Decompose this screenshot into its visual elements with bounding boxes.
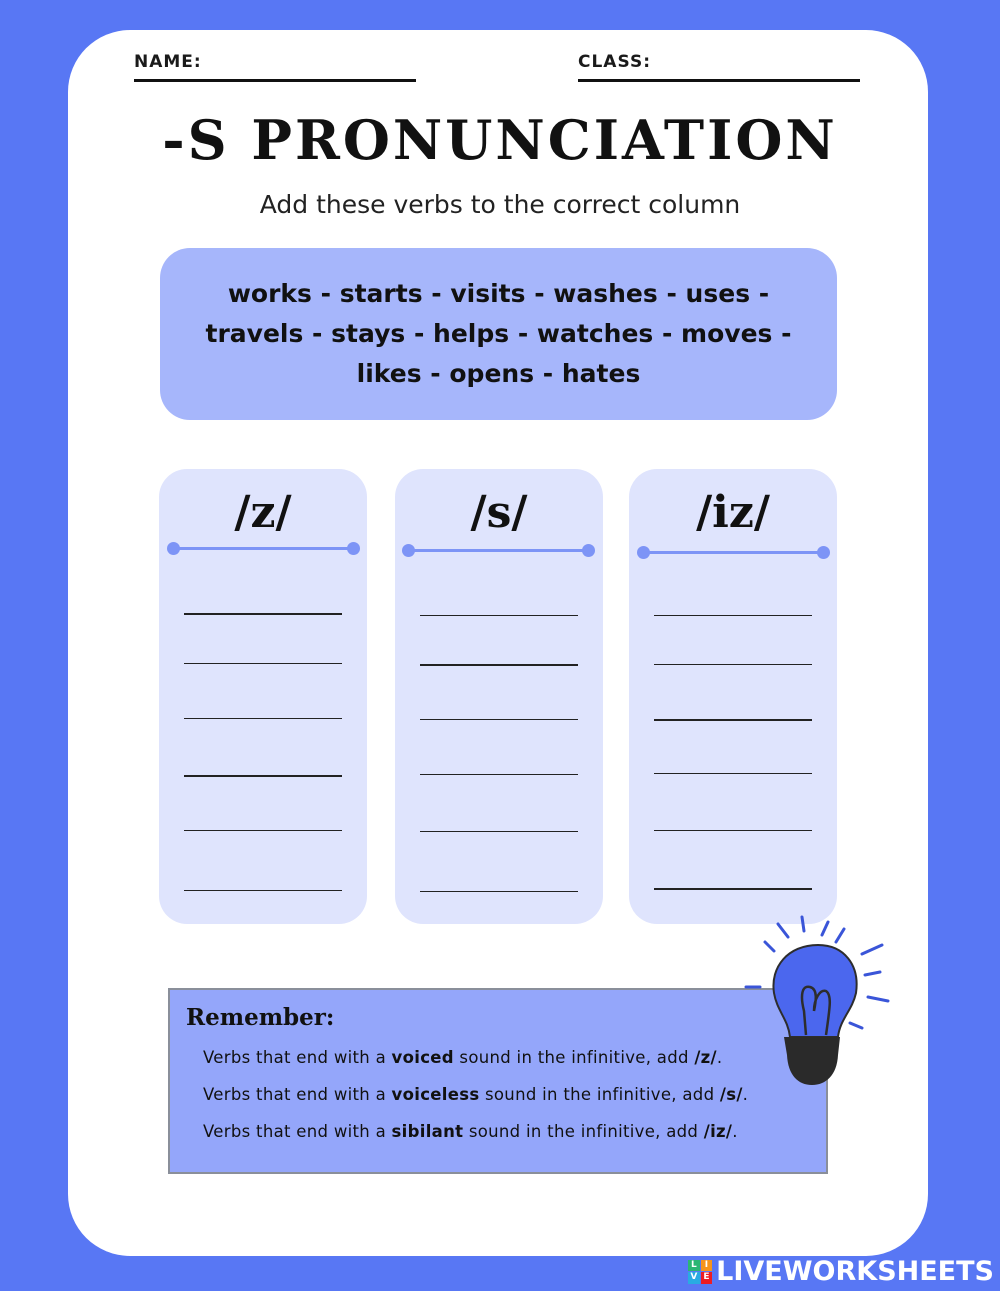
answer-line[interactable] [654, 664, 812, 665]
divider-dot [637, 546, 650, 559]
answer-line[interactable] [654, 615, 812, 616]
column-divider [173, 547, 353, 550]
divider-dot [347, 542, 360, 555]
answer-line[interactable] [420, 774, 578, 775]
verb-bank [160, 248, 837, 420]
rule-voiced: Verbs that end with a voiced sound in the infinitive, add /z/. [203, 1048, 723, 1067]
column-s [395, 469, 603, 924]
answer-line[interactable] [654, 773, 812, 774]
answer-line[interactable] [654, 830, 812, 831]
answer-line[interactable] [184, 663, 342, 664]
divider-dot [817, 546, 830, 559]
liveworksheets-brand[interactable] [688, 1256, 994, 1287]
column-divider [409, 549, 589, 552]
column-heading-s: /s/ [470, 487, 528, 538]
divider-dot [167, 542, 180, 555]
class-input-line[interactable] [578, 79, 860, 82]
answer-line[interactable] [654, 888, 812, 890]
verb-line-3: likes - opens - hates [356, 359, 641, 388]
verb-line-1: works - starts - visits - washes - uses - [227, 279, 770, 308]
rule-voiceless: Verbs that end with a voiceless sound in the infinitive, add /s/. [203, 1085, 749, 1104]
column-heading-z: /z/ [234, 487, 292, 538]
answer-line[interactable] [184, 613, 342, 615]
remember-box [168, 988, 828, 1174]
light-bulb-icon [740, 915, 900, 1095]
column-z [159, 469, 367, 924]
brand-text: LIVEWORKSHEETS [716, 1256, 994, 1287]
answer-line[interactable] [420, 719, 578, 720]
answer-line[interactable] [184, 890, 342, 891]
answer-line[interactable] [184, 830, 342, 831]
answer-line[interactable] [420, 664, 578, 666]
answer-line[interactable] [420, 615, 578, 616]
column-divider [643, 551, 823, 554]
answer-line[interactable] [420, 831, 578, 832]
column-heading-iz: /iz/ [696, 487, 770, 538]
verb-line-2: travels - stays - helps - watches - moves - [205, 319, 792, 348]
liveworksheets-logo-icon: L I V E [688, 1260, 712, 1284]
answer-line[interactable] [184, 775, 342, 777]
divider-dot [402, 544, 415, 557]
page-title: -S PRONUNCIATION [162, 108, 838, 172]
instructions: Add these verbs to the correct column [259, 190, 741, 219]
name-input-line[interactable] [134, 79, 416, 82]
class-label: CLASS: [578, 52, 651, 72]
answer-line[interactable] [654, 719, 812, 721]
remember-title: Remember: [186, 1004, 335, 1031]
column-iz [629, 469, 837, 924]
name-label: NAME: [134, 52, 202, 72]
answer-line[interactable] [184, 718, 342, 719]
divider-dot [582, 544, 595, 557]
rule-sibilant: Verbs that end with a sibilant sound in the infinitive, add /iz/. [203, 1122, 738, 1141]
answer-line[interactable] [420, 891, 578, 892]
